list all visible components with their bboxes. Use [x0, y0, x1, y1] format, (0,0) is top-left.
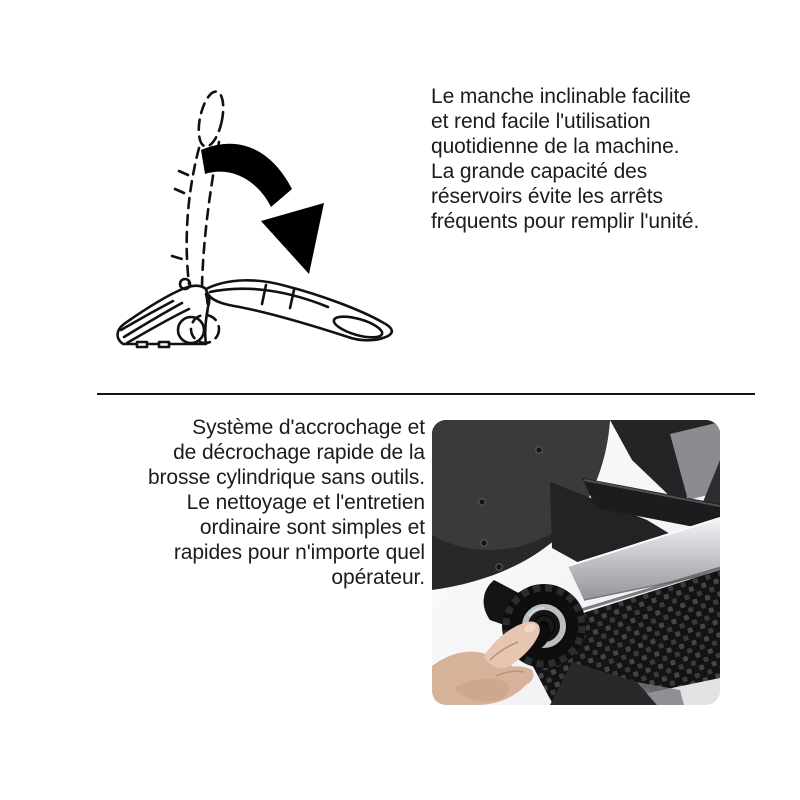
text-line: de décrochage rapide de la: [173, 441, 425, 464]
text-line: et rend facile l'utilisation: [431, 110, 651, 133]
text-line: Le manche inclinable facilite: [431, 85, 691, 108]
text-line: rapides pour n'importe quel: [173, 541, 425, 564]
text-line: ordinaire sont simples et: [199, 516, 425, 539]
text-line: réservoirs évite les arrêts: [431, 185, 663, 208]
top-paragraph: [431, 84, 751, 234]
text-line: quotidienne de la machine.: [431, 135, 680, 158]
brush-removal-photo: [432, 420, 720, 705]
handle-tilt-illustration: [115, 86, 395, 356]
bottom-paragraph: [95, 415, 425, 590]
section-divider: [97, 393, 755, 395]
text-line: fréquents pour remplir l'unité.: [431, 210, 700, 233]
text-line: La grande capacité des: [431, 160, 648, 183]
fold-direction-arrow-icon: [201, 144, 324, 274]
text-line: brosse cylindrique sans outils.: [147, 466, 425, 489]
text-line: Le nettoyage et l'entretien: [186, 491, 425, 514]
text-line: Système d'accrochage et: [192, 416, 425, 439]
handle-tilt-drawing: [115, 86, 395, 356]
machine-outline: [118, 279, 392, 347]
text-line: opérateur.: [331, 566, 425, 589]
